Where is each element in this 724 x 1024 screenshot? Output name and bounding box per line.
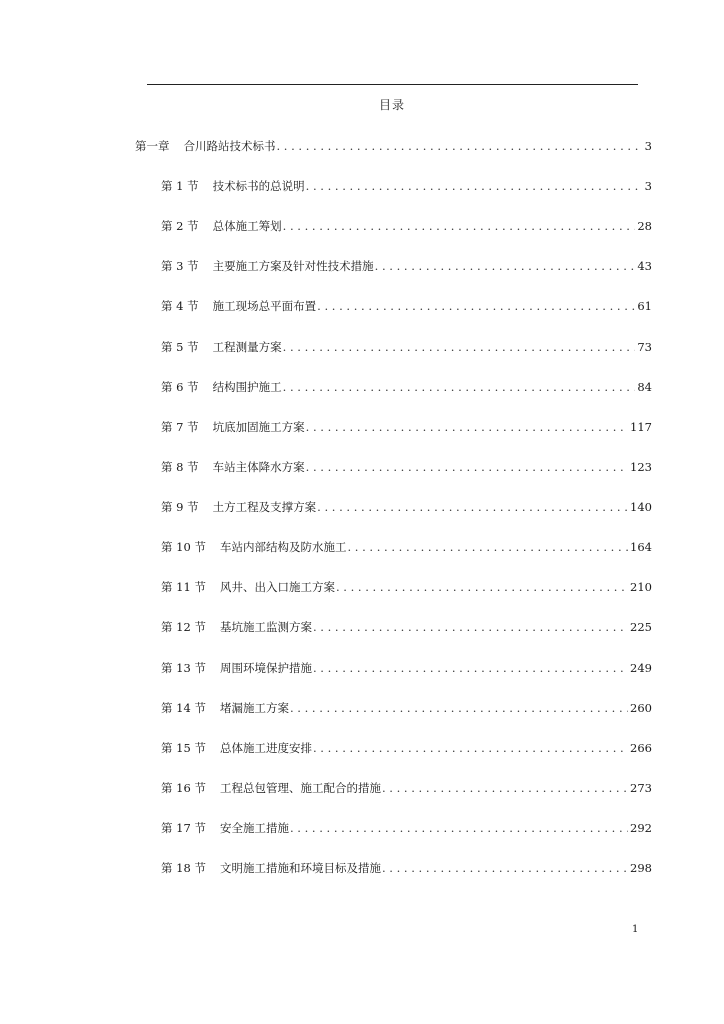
dot-leader: [336, 580, 628, 594]
section-page: 266: [630, 741, 652, 755]
toc-entry-section[interactable]: [161, 661, 652, 675]
section-page: 3: [644, 179, 652, 193]
toc-entry-section[interactable]: [161, 299, 652, 313]
dot-leader: [313, 741, 628, 755]
toc-entry-section[interactable]: [161, 741, 652, 755]
section-title: 主要施工方案及针对性技术措施: [212, 259, 374, 273]
section-page: 298: [630, 861, 652, 875]
toc-entry-section[interactable]: [161, 460, 652, 474]
section-page: 164: [630, 540, 652, 554]
section-title: 工程总包管理、施工配合的措施: [219, 781, 381, 795]
toc-entry-section[interactable]: [161, 781, 652, 795]
section-title: 总体施工筹划: [212, 219, 282, 233]
section-page: 84: [637, 380, 652, 394]
toc-entry-section[interactable]: [161, 821, 652, 835]
section-page: 292: [630, 821, 652, 835]
toc-entry-section[interactable]: [161, 500, 652, 514]
toc-entry-section[interactable]: [161, 620, 652, 634]
dot-leader: [347, 540, 628, 554]
toc-entry-section[interactable]: [161, 580, 652, 594]
dot-leader: [382, 781, 628, 795]
section-number: 第 5 节: [161, 340, 199, 354]
toc-entry-section[interactable]: [161, 380, 652, 394]
toc-entry-section[interactable]: [161, 340, 652, 354]
page-number: 1: [632, 924, 639, 935]
dot-leader: [290, 821, 628, 835]
section-title: 安全施工措施: [219, 821, 289, 835]
section-number: 第 15 节: [161, 741, 206, 755]
dot-leader: [317, 500, 628, 514]
dot-leader: [313, 661, 628, 675]
section-number: 第 12 节: [161, 620, 206, 634]
section-number: 第 18 节: [161, 861, 206, 875]
section-title: 车站主体降水方案: [212, 460, 305, 474]
section-page: 73: [637, 340, 652, 354]
section-page: 225: [630, 620, 652, 634]
section-number: 第 6 节: [161, 380, 199, 394]
dot-leader: [277, 139, 643, 153]
dot-leader: [290, 701, 628, 715]
section-title: 周围环境保护措施: [219, 661, 312, 675]
section-title: 车站内部结构及防水施工: [219, 540, 347, 554]
section-title: 施工现场总平面布置: [212, 299, 317, 313]
section-number: 第 4 节: [161, 299, 199, 313]
section-page: 117: [630, 420, 652, 434]
section-number: 第 11 节: [161, 580, 206, 594]
dot-leader: [382, 861, 628, 875]
dot-leader: [283, 340, 636, 354]
section-title: 基坑施工监测方案: [219, 620, 312, 634]
section-page: 61: [637, 299, 652, 313]
section-number: 第 16 节: [161, 781, 206, 795]
section-page: 210: [630, 580, 652, 594]
section-page: 28: [637, 219, 652, 233]
dot-leader: [375, 259, 636, 273]
section-number: 第 17 节: [161, 821, 206, 835]
section-page: 43: [637, 259, 652, 273]
section-page: 260: [630, 701, 652, 715]
dot-leader: [283, 380, 636, 394]
section-title: 技术标书的总说明: [212, 179, 305, 193]
section-number: 第 7 节: [161, 420, 199, 434]
dot-leader: [306, 420, 628, 434]
toc-entry-chapter-1[interactable]: [135, 139, 652, 153]
section-title: 文明施工措施和环境目标及措施: [219, 861, 381, 875]
section-title: 工程测量方案: [212, 340, 282, 354]
section-title: 结构围护施工: [212, 380, 282, 394]
section-page: 123: [630, 460, 652, 474]
dot-leader: [306, 460, 628, 474]
toc-entry-section[interactable]: [161, 219, 652, 233]
section-page: 140: [630, 500, 652, 514]
section-title: 总体施工进度安排: [219, 741, 312, 755]
chapter-number: 第一章: [135, 139, 170, 153]
section-number: 第 14 节: [161, 701, 206, 715]
toc-entry-section[interactable]: [161, 259, 652, 273]
section-page: 273: [630, 781, 652, 795]
section-number: 第 3 节: [161, 259, 199, 273]
chapter-page: 3: [644, 139, 652, 153]
section-title: 风井、出入口施工方案: [219, 580, 335, 594]
section-page: 249: [630, 661, 652, 675]
section-number: 第 2 节: [161, 219, 199, 233]
toc-entry-section[interactable]: [161, 420, 652, 434]
section-number: 第 8 节: [161, 460, 199, 474]
section-title: 堵漏施工方案: [219, 701, 289, 715]
section-title: 坑底加固施工方案: [212, 420, 305, 434]
section-number: 第 10 节: [161, 540, 206, 554]
section-title: 土方工程及支撑方案: [212, 500, 317, 514]
dot-leader: [283, 219, 636, 233]
section-number: 第 1 节: [161, 179, 199, 193]
toc-entry-section[interactable]: [161, 701, 652, 715]
dot-leader: [317, 299, 635, 313]
toc-title: 目录: [378, 98, 405, 112]
section-number: 第 13 节: [161, 661, 206, 675]
chapter-title: 合川路站技术标书: [183, 139, 276, 153]
dot-leader: [306, 179, 643, 193]
dot-leader: [313, 620, 628, 634]
toc-entry-section[interactable]: [161, 861, 652, 875]
toc-entry-section[interactable]: [161, 540, 652, 554]
section-number: 第 9 节: [161, 500, 199, 514]
toc-entry-section[interactable]: [161, 179, 652, 193]
